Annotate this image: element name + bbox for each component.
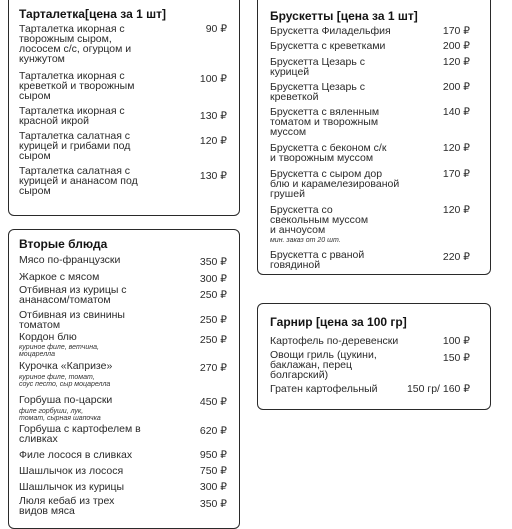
item-price: 150 гр/ 160 ₽ xyxy=(406,383,470,395)
item-price: 150 ₽ xyxy=(442,352,470,364)
garnish-card xyxy=(257,303,491,410)
item-name: Брускетта с вяленным томатом и творожным муссом xyxy=(270,106,380,138)
item-name: Шашлычок из курицы xyxy=(19,481,125,493)
bruschetta-title: Брускетты [цена за 1 шт] xyxy=(270,9,418,23)
item-name: Горбуша по-царски xyxy=(19,394,113,406)
item-name: Филе лосося в сливках xyxy=(19,449,133,461)
item-price: 140 ₽ xyxy=(442,106,470,118)
item-name: Брускетта со свекольным муссом и анчоусом xyxy=(270,204,369,236)
item-note: филе горбуши, лук, томат, сырная шапочка xyxy=(19,408,101,422)
item-price: 620 ₽ xyxy=(199,425,227,437)
min-order-note: мин. заказ от 20 шт. xyxy=(270,237,341,244)
item-price: 350 ₽ xyxy=(199,498,227,510)
garnish-title: Гарнир [цена за 100 гр] xyxy=(270,315,407,329)
item-name: Отбивная из курицы с ананасом/томатом xyxy=(19,284,127,306)
item-price: 250 ₽ xyxy=(199,314,227,326)
item-name: Картофель по-деревенски xyxy=(270,335,399,347)
item-price: 750 ₽ xyxy=(199,465,227,477)
item-note: куриное филе, томат, соус песто, сыр моцарелла xyxy=(19,374,111,388)
item-price: 350 ₽ xyxy=(199,256,227,268)
item-price: 120 ₽ xyxy=(199,135,227,147)
item-price: 200 ₽ xyxy=(442,40,470,52)
item-name: Брускетта с рваной говядиной xyxy=(270,249,365,271)
item-name: Гратен картофельный xyxy=(270,383,378,395)
item-price: 100 ₽ xyxy=(442,335,470,347)
item-name: Шашлычок из лосося xyxy=(19,465,124,477)
item-name: Тарталетка салатная с курицей и грибами под сыром xyxy=(19,130,131,162)
item-name: Брускетта с беконом с/к и творожным муссом xyxy=(270,142,387,164)
item-price: 120 ₽ xyxy=(442,142,470,154)
item-name: Горбуша с картофелем в сливках xyxy=(19,423,141,445)
item-name: Брускетта Цезарь с курицей xyxy=(270,56,365,78)
item-name: Тарталетка икорная с креветкой и творожным сыром xyxy=(19,70,135,102)
item-name: Люля кебаб из трех видов мяса xyxy=(19,495,115,517)
item-price: 100 ₽ xyxy=(199,73,227,85)
item-name: Жаркое с мясом xyxy=(19,271,100,283)
item-price: 300 ₽ xyxy=(199,481,227,493)
item-price: 170 ₽ xyxy=(442,168,470,180)
item-price: 200 ₽ xyxy=(442,81,470,93)
item-note: куриное филе, ветчина, моцарелла xyxy=(19,344,99,358)
item-name: Тарталетка икорная с красной икрой xyxy=(19,105,125,127)
item-name: Брускетта с креветками xyxy=(270,40,386,52)
bruschetta-card xyxy=(257,0,491,275)
item-price: 170 ₽ xyxy=(442,25,470,37)
item-price: 130 ₽ xyxy=(199,110,227,122)
item-price: 250 ₽ xyxy=(199,289,227,301)
item-price: 120 ₽ xyxy=(442,56,470,68)
item-name: Тарталетка салатная с курицей и ананасом под сыром xyxy=(19,165,138,197)
item-name: Отбивная из свинины томатом xyxy=(19,309,125,331)
item-name: Курочка «Капризе» xyxy=(19,360,113,372)
second-courses-card xyxy=(8,229,240,529)
item-price: 450 ₽ xyxy=(199,396,227,408)
tartaletki-title: Тарталетка[цена за 1 шт] xyxy=(19,7,166,21)
item-price: 130 ₽ xyxy=(199,170,227,182)
item-name: Кордон блю xyxy=(19,331,77,343)
item-name: Брускетта с сыром дор блю и карамелезированой грушей xyxy=(270,168,400,200)
tartaletki-card xyxy=(8,0,240,216)
second-courses-title: Вторые блюда xyxy=(19,237,108,251)
item-name: Брускетта Цезарь с креветкой xyxy=(270,81,365,103)
item-price: 270 ₽ xyxy=(199,362,227,374)
item-price: 250 ₽ xyxy=(199,334,227,346)
item-price: 950 ₽ xyxy=(199,449,227,461)
item-price: 90 ₽ xyxy=(205,23,227,35)
item-price: 300 ₽ xyxy=(199,273,227,285)
item-name: Мясо по-французски xyxy=(19,254,121,266)
item-price: 220 ₽ xyxy=(442,251,470,263)
item-name: Тарталетка икорная с творожным сыром, лососем с/с, огурцом и кунжутом xyxy=(19,23,132,65)
item-name: Овощи гриль (цукини, баклажан, перец болгарский) xyxy=(270,349,377,381)
item-name: Брускетта Филадельфия xyxy=(270,25,391,37)
item-price: 120 ₽ xyxy=(442,204,470,216)
